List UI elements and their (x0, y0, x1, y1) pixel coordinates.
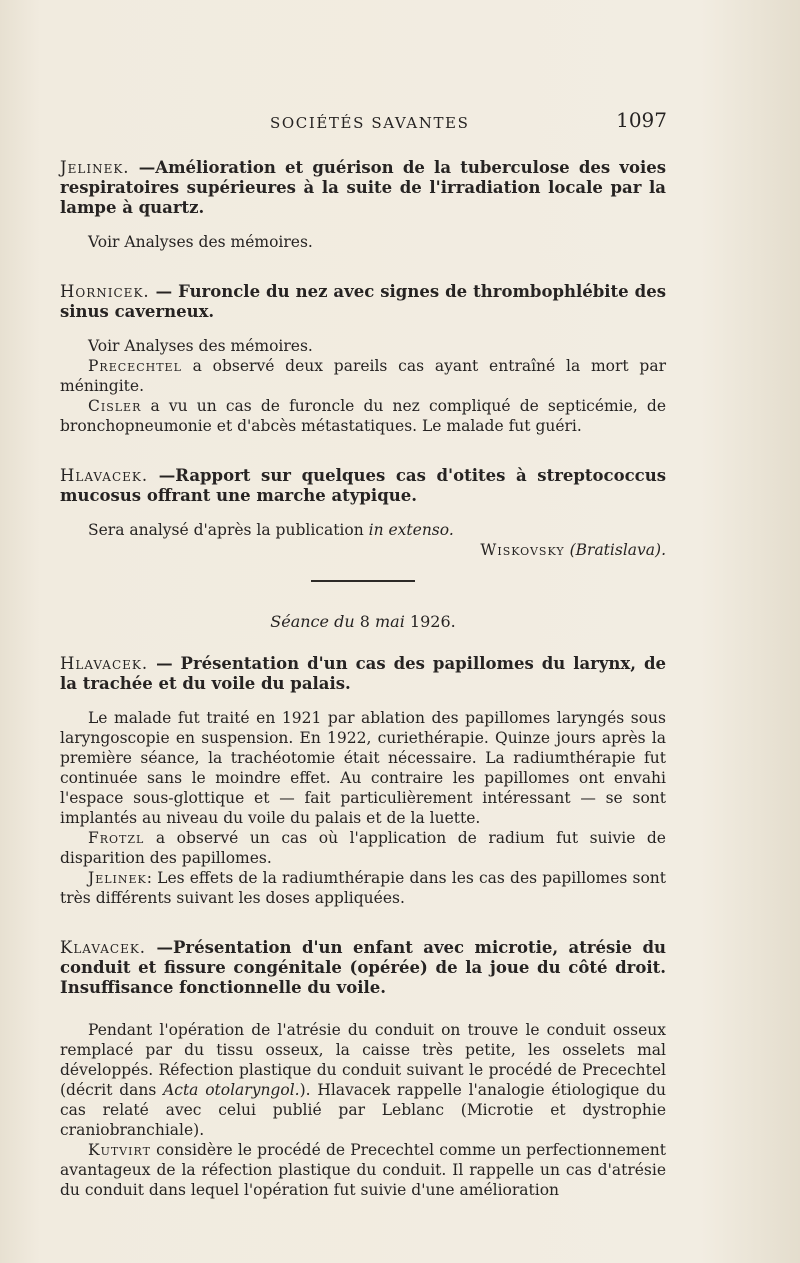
session-month: mai (374, 611, 405, 631)
paragraph (60, 1140, 666, 1200)
entry-title: Rapport sur quelques cas d'otites à streptococcus mucosus offrant une marche atypique. (60, 466, 666, 505)
author-name: Hlavacek. (60, 653, 149, 673)
entry-heading (60, 654, 666, 694)
author-name: Klavacek. (60, 937, 147, 957)
paragraph (60, 520, 666, 540)
author-name: Hornicek. (60, 282, 150, 301)
paragraph-text: Pendant l'opération de l'atrésie du conduit on trouve le conduit osseux remplacé par du tissu osseux, la caisse très petite, les osselets mal développés. Réfection plastique du conduit suivant le procédé de Precechtel (décrit dans (60, 1020, 666, 1099)
entry-heading (60, 466, 666, 506)
signature (60, 540, 666, 560)
paragraph-text: ). Hlavacek rappelle l'analogie étiologique du cas relaté avec celui publié par Leblanc (Microtie et dystrophie craniobranchiale). (60, 1080, 666, 1139)
paragraph (60, 828, 666, 868)
page-body (60, 158, 666, 1200)
italic-text: in extenso. (368, 521, 454, 539)
paragraph: Voir Analyses des mémoires. (88, 233, 313, 251)
entry-title: Présentation d'un enfant avec microtie, atrésie du conduit et fissure congénitale (opérée) de la joue du côté droit. Insuffisance fonctionnelle du voile. (60, 937, 666, 997)
dash: — (148, 466, 176, 485)
dash: — (149, 282, 179, 301)
entry-title: Amélioration et guérison de la tuberculose des voies respiratoires supérieures à la suite de l'irradiation locale par la lampe à quartz. (60, 158, 667, 217)
dash: — (129, 158, 156, 177)
paragraph (60, 1020, 666, 1140)
running-title: SOCIÉTÉS SAVANTES (270, 114, 470, 132)
entry-title: Furoncle du nez avec signes de thrombophlébite des sinus caverneux. (60, 282, 666, 321)
paragraph: Le malade fut traité en 1921 par ablation des papillomes laryngés sous laryngoscopie en suspension. En 1922, curiethérapie. Quinze jours après la première séance, la trachéotomie était nécessaire. La radiumthérapie fut continuée sans le moindre effet. Au contraire les papillomes ont envahi l'espace sous-glottique et — fait particulièrement intéressant — se sont implantés au niveau du voile du palais et de la luette. (60, 708, 666, 827)
author-name: Hlavacek. (60, 466, 149, 485)
paragraph-text: a observé un cas où l'application de radium fut suivie de disparition des papillomes. (60, 828, 666, 867)
author-name: Cisler (88, 397, 142, 415)
session-date (60, 612, 666, 632)
paragraph (60, 396, 666, 436)
author-name: Kutvirt (88, 1140, 151, 1159)
author-name: Precechtel (88, 357, 182, 375)
signature-place: (Bratislava). (569, 541, 666, 559)
paragraph-text: : Les effets de la radiumthérapie dans les cas des papillomes sont très différents suivant les doses appliquées. (60, 868, 666, 907)
paragraph (60, 868, 666, 908)
italic-text: Acta otolaryngol. (163, 1080, 300, 1099)
author-name: Jelinek. (60, 158, 130, 177)
session-prefix: Séance du (270, 611, 355, 631)
page-number: 1097 (616, 108, 667, 132)
entry-title: Présentation d'un cas des papillomes du larynx, de la trachée et du voile du palais. (60, 653, 667, 693)
session-day: 8 (354, 611, 375, 631)
paragraph-text: a vu un cas de furoncle du nez compliqué de septicémie, de bronchopneumonie et d'abcès métastatiques. Le malade fut guéri. (60, 397, 666, 435)
dash: — (148, 653, 181, 673)
author-name: Frotzl (88, 828, 145, 847)
paragraph (60, 356, 666, 396)
author-name: Jelinek (88, 868, 147, 887)
paragraph-text: Sera analysé d'après la publication (88, 521, 369, 539)
session-year: 1926. (404, 611, 456, 631)
entry-heading (60, 158, 666, 218)
paragraph: Voir Analyses des mémoires. (88, 337, 313, 355)
entry-heading (60, 282, 666, 322)
paragraph-text: a observé deux pareils cas ayant entraîné la mort par méningite. (60, 357, 666, 395)
dash: — (146, 937, 173, 957)
entry-heading (60, 938, 666, 998)
paragraph-text: considère le procédé de Precechtel comme un perfectionnement avantageux de la réfection plastique du conduit. Il rappelle un cas d'atrésie du conduit dans lequel l'opération fut suivie d'une amélioration (60, 1140, 666, 1199)
signature-author: Wiskovsky (480, 541, 565, 559)
page-header (92, 108, 667, 138)
